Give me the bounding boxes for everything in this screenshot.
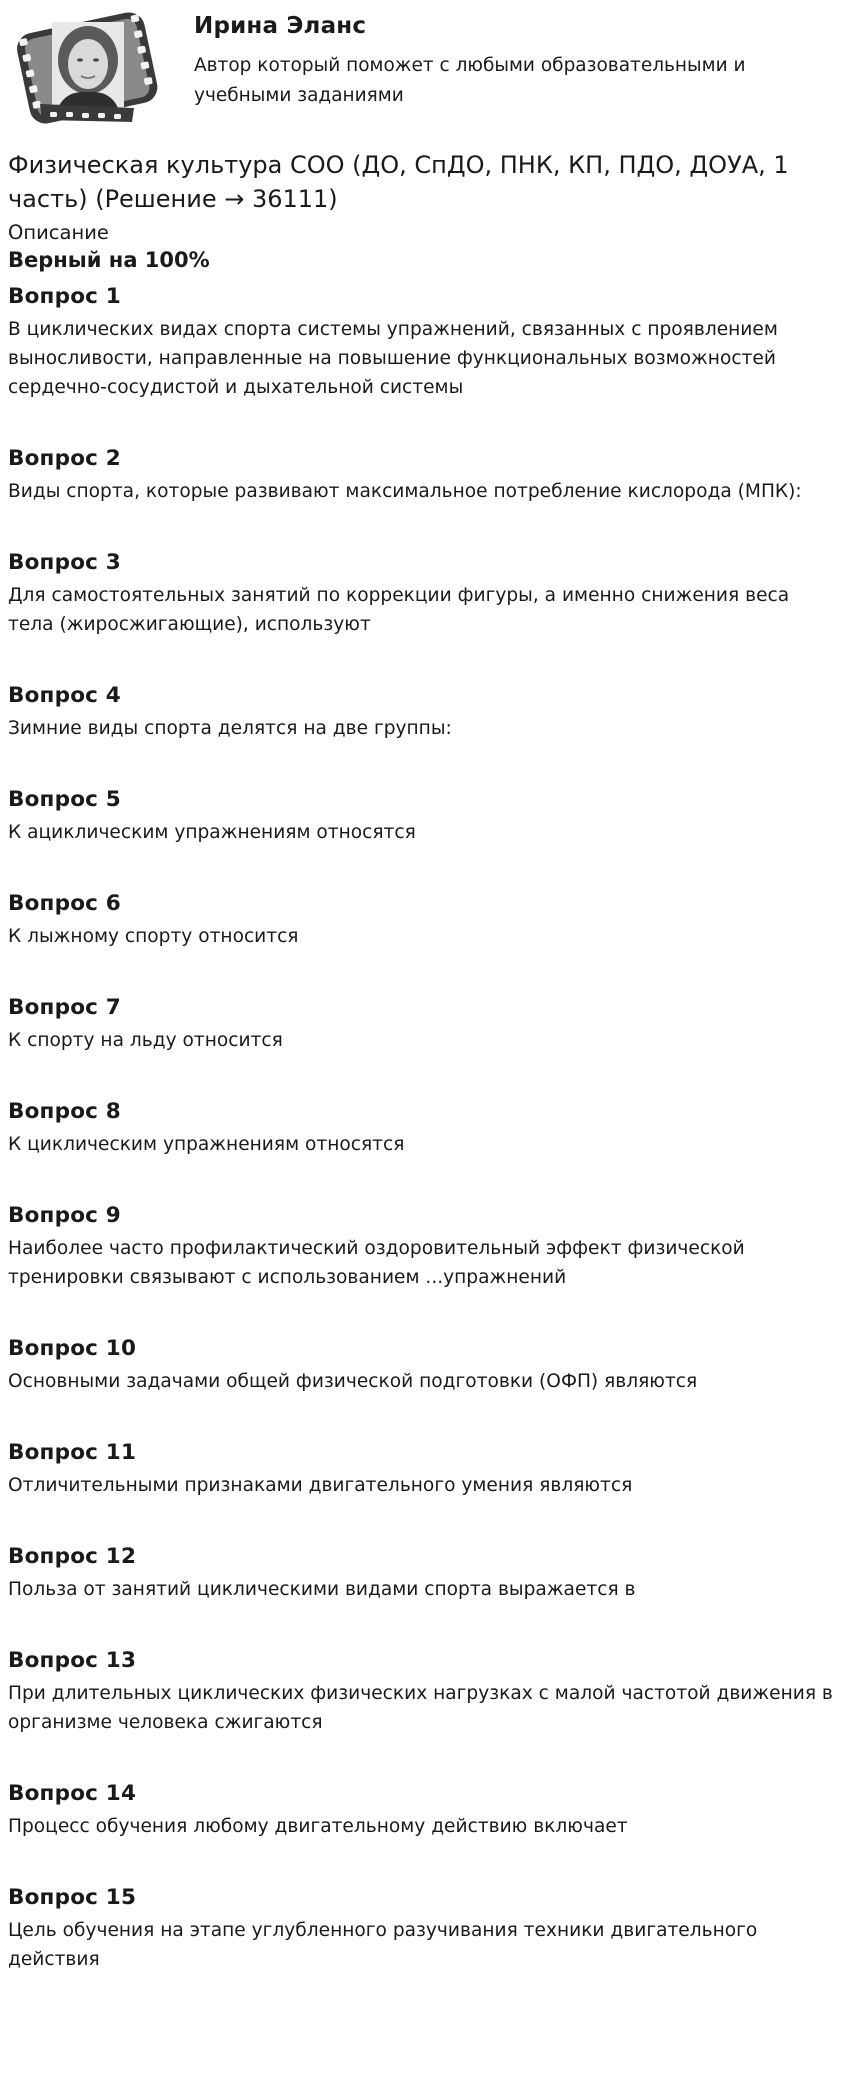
question-title: Вопрос 14 bbox=[8, 1781, 137, 1806]
question-text: К спорту на льду относится bbox=[8, 1030, 283, 1051]
author-card bbox=[8, 0, 839, 136]
question-title: Вопрос 9 bbox=[8, 1203, 121, 1228]
question-text: Виды спорта, которые развивают максимальное потребление кислорода (МПК): bbox=[8, 481, 802, 502]
question-title: Вопрос 11 bbox=[8, 1440, 137, 1465]
questions-list bbox=[8, 282, 839, 1974]
question-title: Вопрос 4 bbox=[8, 683, 121, 708]
question-title: Вопрос 15 bbox=[8, 1885, 137, 1910]
author-avatar[interactable] bbox=[12, 8, 162, 126]
question-title: Вопрос 13 bbox=[8, 1648, 137, 1673]
question-item bbox=[8, 1097, 839, 1159]
question-text: К циклическим упражнениям относятся bbox=[8, 1134, 405, 1155]
question-text: Для самостоятельных занятий по коррекции фигуры, а именно снижения веса тела (жиросжигающие), используют bbox=[8, 585, 790, 635]
author-description: Автор который поможет с любыми образовательными и учебными заданиями bbox=[194, 55, 746, 106]
question-title: Вопрос 5 bbox=[8, 787, 121, 812]
question-item bbox=[8, 785, 839, 847]
question-text: К лыжному спорту относится bbox=[8, 926, 299, 947]
question-item bbox=[8, 1883, 839, 1974]
description-label: Описание bbox=[8, 221, 109, 244]
question-item bbox=[8, 1438, 839, 1500]
question-item bbox=[8, 1542, 839, 1604]
question-text: Основными задачами общей физической подготовки (ОФП) являются bbox=[8, 1371, 698, 1392]
question-item bbox=[8, 681, 839, 743]
question-text: Отличительными признаками двигательного умения являются bbox=[8, 1475, 633, 1496]
question-title: Вопрос 12 bbox=[8, 1544, 137, 1569]
question-item bbox=[8, 282, 839, 402]
question-text: Зимние виды спорта делятся на две группы: bbox=[8, 718, 452, 739]
question-item bbox=[8, 993, 839, 1055]
question-text: Процесс обучения любому двигательному действию включает bbox=[8, 1816, 628, 1837]
author-name[interactable]: Ирина Эланс bbox=[194, 13, 367, 39]
question-title: Вопрос 8 bbox=[8, 1099, 121, 1124]
verified-label: Верный на 100% bbox=[8, 248, 210, 272]
question-text: Польза от занятий циклическими видами спорта выражается в bbox=[8, 1579, 636, 1600]
question-text: В циклических видах спорта системы упражнений, связанных с проявлением выносливости, направленные на повышение функциональных возможностей сердечно-сосудистой и дыхательной системы bbox=[8, 319, 778, 398]
question-text: При длительных циклических физических нагрузках с малой частотой движения в организме человека сжигаются bbox=[8, 1683, 833, 1733]
question-title: Вопрос 6 bbox=[8, 891, 121, 916]
question-text: Наиболее часто профилактический оздоровительный эффект физической тренировки связывают с использованием ...упражнений bbox=[8, 1238, 745, 1288]
question-title: Вопрос 7 bbox=[8, 995, 121, 1020]
question-title: Вопрос 3 bbox=[8, 550, 121, 575]
document-title: Физическая культура СОО (ДО, СпДО, ПНК, КП, ПДО, ДОУА, 1 часть) (Решение → 36111) bbox=[8, 151, 789, 213]
question-item bbox=[8, 1201, 839, 1292]
question-item bbox=[8, 889, 839, 951]
question-title: Вопрос 10 bbox=[8, 1336, 137, 1361]
question-title: Вопрос 2 bbox=[8, 446, 121, 471]
question-text: К ациклическим упражнениям относятся bbox=[8, 822, 416, 843]
question-item bbox=[8, 1646, 839, 1737]
question-item bbox=[8, 444, 839, 506]
question-title: Вопрос 1 bbox=[8, 284, 121, 309]
question-item bbox=[8, 1334, 839, 1396]
question-item bbox=[8, 1779, 839, 1841]
question-text: Цель обучения на этапе углубленного разучивания техники двигательного действия bbox=[8, 1920, 758, 1970]
question-item bbox=[8, 548, 839, 639]
